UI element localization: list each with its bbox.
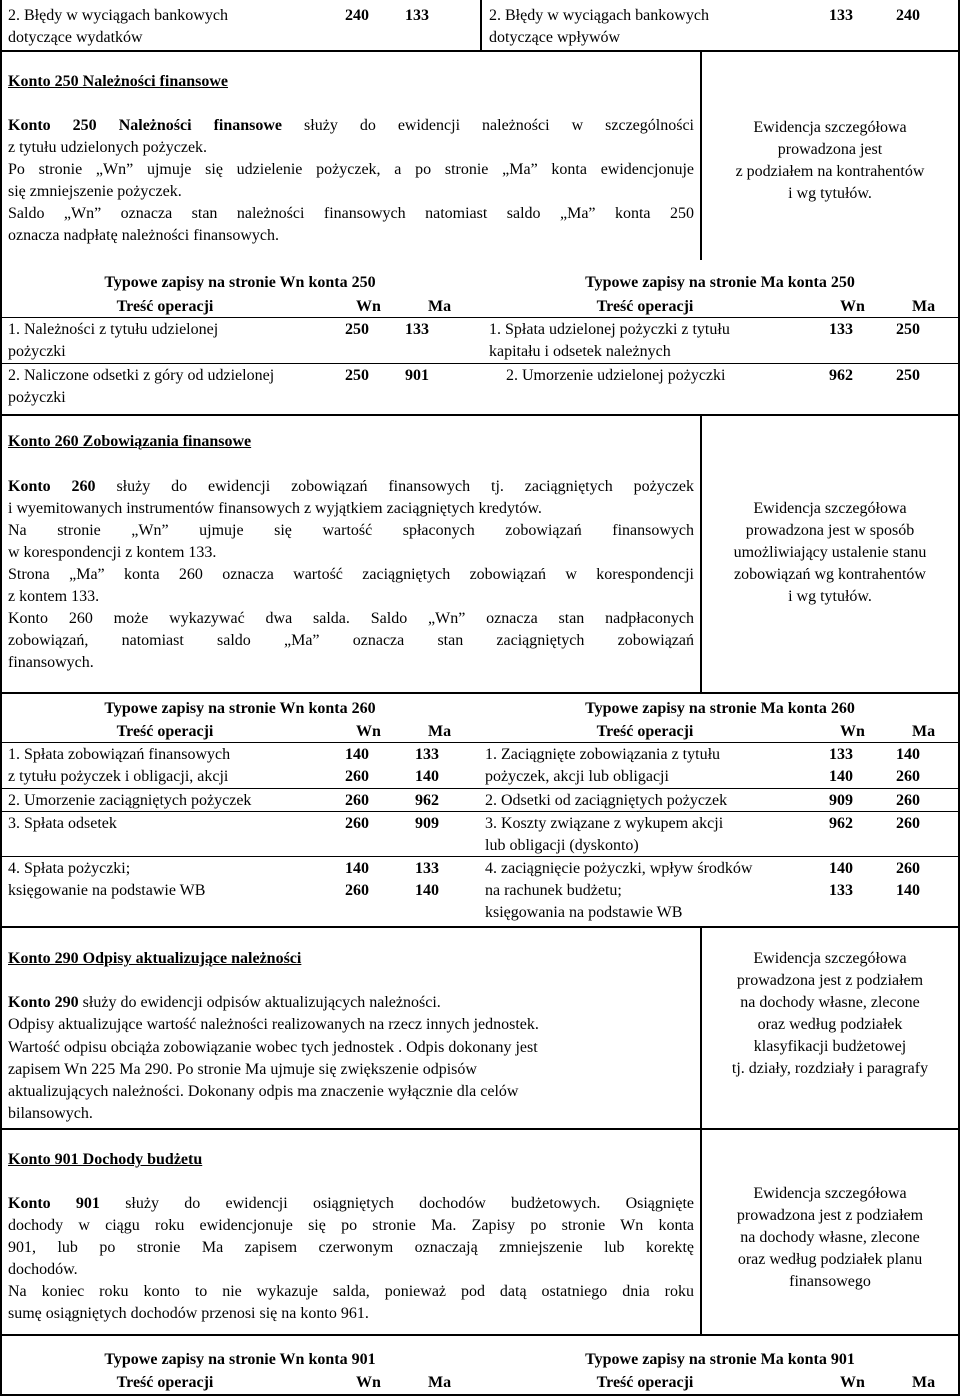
k260-col-ma-right: Ma (912, 723, 936, 740)
k290-side-note: Ewidencja szczegółowa prowadzona jest z podziałem na dochody własne, zlecone oraz według podziałek klasyfikacji budżetowej tj. działy, rozdziały i paragrafy (731, 950, 929, 1077)
top-left-wn: 240 (345, 7, 369, 24)
k250-p1-bold: Konto 250 Należności finansowe (8, 117, 283, 134)
k901-col-wn-right: Wn (840, 1374, 865, 1391)
top-right-ma: 240 (896, 7, 920, 24)
k290-line-6: bilansowych. (8, 1105, 93, 1122)
k290-bottom-divider (0, 1128, 960, 1130)
k250-col-wn-left: Wn (356, 298, 381, 315)
k901-col-ma-right: Ma (912, 1374, 936, 1391)
k901-col-ma-left: Ma (428, 1374, 452, 1391)
k260-col-wn-right: Wn (840, 723, 865, 740)
k260-col-tresc-right: Treść operacji (596, 723, 694, 740)
k260-sep (0, 742, 960, 743)
top-right-label-1: 2. Błędy w wyciągach bankowych (489, 7, 709, 24)
top-right-label-2: dotyczące wpływów (489, 29, 621, 46)
k250-col-ma-right: Ma (912, 298, 936, 315)
k901-title: Konto 901 Dochody budżetu (8, 1151, 203, 1168)
k290-p1-bold: Konto 290 (8, 994, 79, 1011)
k250-sep (480, 317, 960, 318)
k901-side-note: Ewidencja szczegółowa prowadzona jest z podziałem na dochody własne, zlecone oraz według podziałek planu finansowego (736, 1185, 924, 1290)
k901-wn-header: Typowe zapisy na stronie Wn konta 901 (104, 1351, 376, 1368)
k250-col-tresc-right: Treść operacji (596, 298, 694, 315)
k260-sep (0, 856, 960, 857)
k901-description: Konto 901 służy do ewidencji osiągniętych dochodów budżetowych. Osiągnięte dochody w ciągu roku ewidencjonuje się po stronie Ma. Zapisy po stronie Wn konta 901, lub po stronie Ma zapisem czerwonym oznaczają zmniejszenie lub korektę dochodów. Na koniec roku konto to nie wykazuje salda, ponieważ pod datą ostatniego dnia roku sumę osiągniętych dochodów przenosi się na konto 961. (8, 1195, 695, 1322)
k260-text-divider (0, 692, 960, 694)
k901-p1-bold: Konto 901 (8, 1195, 100, 1212)
k250-sep (0, 317, 332, 318)
top-right-wn: 133 (829, 7, 853, 24)
k260-sep (0, 811, 960, 812)
k290-title: Konto 290 Odpisy aktualizujące należności (8, 950, 302, 967)
k260-bottom-divider (0, 926, 960, 928)
k250-side-note: Ewidencja szczegółowa prowadzona jest z podziałem na kontrahentów i wg tytułów. (735, 119, 925, 202)
k901-col-tresc-right: Treść operacji (596, 1374, 694, 1391)
k260-title: Konto 260 Zobowiązania finansowe (8, 433, 252, 450)
k250-col-ma-left: Ma (428, 298, 452, 315)
top-left-ma: 133 (405, 7, 429, 24)
k250-col-tresc-left: Treść operacji (116, 298, 214, 315)
k290-line-1: Konto 290 służy do ewidencji odpisów aktualizujących należności. (8, 994, 441, 1011)
k290-line-4: zapisem Wn 225 Ma 290. Po stronie Ma ujmuje się zwiększenie odpisów (8, 1061, 477, 1078)
top-left-label-1: 2. Błędy w wyciągach bankowych (8, 7, 228, 24)
top-left-label-2: dotyczące wydatków (8, 29, 143, 46)
k250-title: Konto 250 Należności finansowe (8, 73, 228, 90)
k250-col-wn-right: Wn (840, 298, 865, 315)
k250-ma-header: Typowe zapisy na stronie Ma konta 250 (585, 274, 855, 291)
k260-sep (0, 788, 960, 789)
k260-col-tresc-left: Treść operacji (116, 723, 214, 740)
k901-col-tresc-left: Treść operacji (116, 1374, 214, 1391)
k290-line-5: aktualizujących należności. Dokonany odpis ma znaczenie wyłącznie dla celów (8, 1083, 519, 1100)
k260-description: Konto 260 służy do ewidencji zobowiązań finansowych tj. zaciągniętych pożyczek i wyemitowanych instrumentów finansowych z wyjątkiem zaciągniętych kredytów. Na stronie „Wn” ujmuje się wartość spłaconych zobowiązań finansowych w korespondencji z kontem 133. Strona „Ma” konta 260 oznacza wartość zaciągniętych zobowiązań w korespondencji z kontem 133. Konto 260 może wykazywać dwa salda. Saldo „Wn” oznacza stan nadpłaconych zobowiązań, natomiast saldo „Ma” oznacza stan zaciągniętych zobowiązań finansowych. (8, 478, 695, 671)
k250-sep (480, 363, 960, 364)
top-row-divider (0, 50, 960, 52)
k260-p1-bold: Konto 260 (8, 478, 96, 495)
k260-ma-header: Typowe zapisy na stronie Ma konta 260 (585, 700, 855, 717)
k250-sep (332, 363, 482, 364)
k901-col-wn-left: Wn (356, 1374, 381, 1391)
k260-side-note: Ewidencja szczegółowa prowadzona jest w sposób umożliwiający ustalenie stanu zobowiązań wg kontrahentów i wg tytułów. (733, 500, 927, 605)
k250-sep (332, 317, 482, 318)
k260-wn-header: Typowe zapisy na stronie Wn konta 260 (104, 700, 376, 717)
k250-bottom-divider (0, 414, 960, 416)
k290-line-2: Odpisy aktualizujące wartość należności realizowanych na rzecz innych jednostek. (8, 1016, 539, 1033)
k250-sep (0, 363, 332, 364)
top-row-center-line (480, 0, 482, 50)
k901-ma-header: Typowe zapisy na stronie Ma konta 901 (585, 1351, 855, 1368)
k260-col-ma-left: Ma (428, 723, 452, 740)
k260-col-wn-left: Wn (356, 723, 381, 740)
k901-text-divider (0, 1334, 960, 1336)
k250-wn-header: Typowe zapisy na stronie Wn konta 250 (104, 274, 376, 291)
k250-description: Konto 250 Należności finansowe służy do ewidencji należności w szczególności z tytułu udzielonych pożyczek. Po stronie „Wn” ujmuje się udzielenie pożyczek, a po stronie „Ma” konta ewidencjonuje się zmniejszenie pożyczek. Saldo „Wn” oznacza stan należności finansowych natomiast saldo „Ma” konta 250 oznacza nadpłatę należności finansowych. (8, 117, 694, 244)
k290-line-3: Wartość odpisu obciąża zobowiązanie wobec tych jednostek . Odpis dokonany jest (8, 1039, 538, 1056)
